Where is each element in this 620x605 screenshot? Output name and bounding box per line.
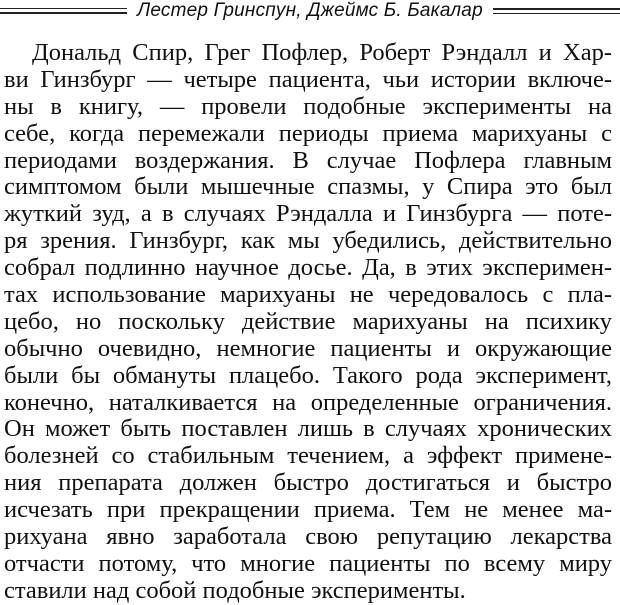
text-line: цебо, но поскольку действие марихуаны на психику <box>4 308 612 335</box>
header-rule-right <box>493 8 620 14</box>
body-paragraph <box>4 40 612 605</box>
text-line: были бы обмануты плацебо. Такого рода эксперимент, <box>4 362 612 389</box>
text-line: ставили над собой подобные эксперименты. <box>4 577 466 604</box>
running-header <box>0 0 620 22</box>
text-line: исчезать при прекращении приема. Тем не менее ма- <box>4 497 612 524</box>
text-line: обычно очевидно, немногие пациенты и окружающие <box>4 335 612 362</box>
text-line: периодами воздержания. В случае Пофлера главным <box>4 147 612 174</box>
text-line: отчасти потому, что многие пациенты по всему миру <box>4 550 612 577</box>
text-line: ны в книгу, — провели подобные эксперименты на <box>4 93 612 120</box>
text-line: ря зрения. Гинзбург, как мы убедились, действительно <box>4 228 612 255</box>
text-line: конечно, наталкивается на определенные ограничения. <box>4 389 612 416</box>
text-line: ния препарата должен быстро достигаться и быстро <box>4 470 612 497</box>
header-title: Лестер Гринспун, Джеймс Б. Бакалар <box>137 0 483 21</box>
text-line: симптомом были мышечные спазмы, у Спира это был <box>4 174 612 201</box>
text-line: себе, когда перемежали периоды приема марихуаны с <box>4 120 612 147</box>
text-line: рихуана явно заработала свою репутацию лекарства <box>4 524 612 551</box>
header-rule-left <box>0 8 127 14</box>
text-line: Дональд Спир, Грег Пофлер, Роберт Рэндалл и Хар- <box>32 40 612 66</box>
text-line: ви Гинзбург — четыре пациента, чьи истории включе- <box>4 66 612 93</box>
text-line: собрал подлинно научное досье. Да, в этих эксперимен- <box>4 255 612 282</box>
text-line: болезней со стабильным течением, а эффект примене- <box>4 443 612 470</box>
text-line: жуткий зуд, а в случаях Рэндалла и Гинзбурга — поте- <box>4 201 612 228</box>
text-line: Он может быть поставлен лишь в случаях хронических <box>4 416 612 443</box>
text-line: тах использование марихуаны не чередовалось с пла- <box>4 282 612 309</box>
